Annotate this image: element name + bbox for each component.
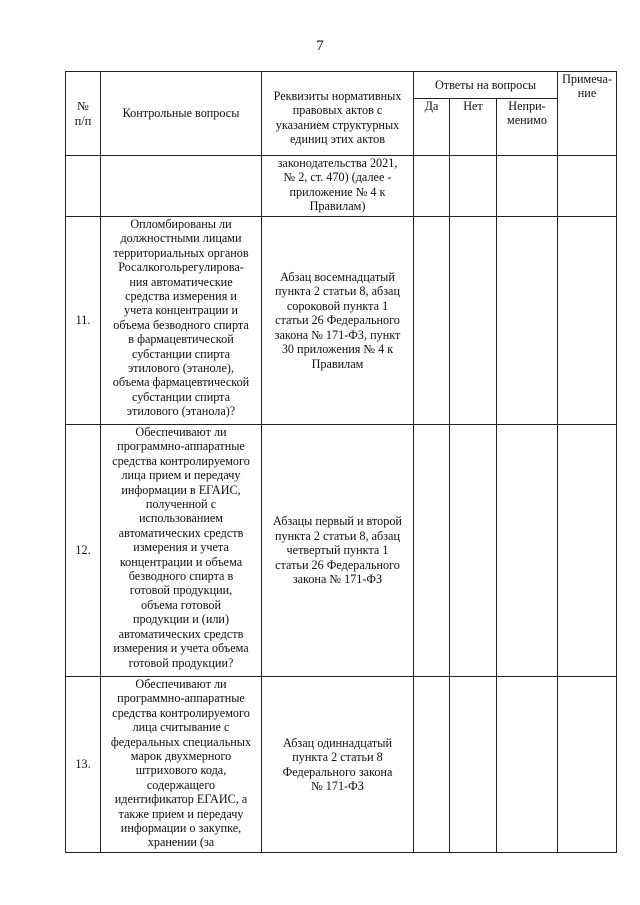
control-questions-table <box>65 71 617 853</box>
row-number <box>66 156 101 217</box>
table-row <box>66 156 617 217</box>
header-not-applicable: Непри- менимо <box>497 99 558 156</box>
header-yes: Да <box>414 99 450 156</box>
note-cell <box>558 156 617 217</box>
answer-no-cell <box>450 677 497 853</box>
row-question: Обеспечивают ли программно-аппаратные средства контролируемого лица прием и передачу информации в ЕГАИС, полученной с использованием автоматических средств измерения и учета концентрации и объема безводного спирта в готовой продукции, объема готовой продукции и (или) автоматических средств измерения и учета объема готовой продукции? <box>101 425 262 677</box>
row-requisites: Абзац одиннадцатый пункта 2 статьи 8 Федерального закона № 171-ФЗ <box>262 677 414 853</box>
row-requisites: Абзац восемнадцатый пункта 2 статьи 8, абзац сороковой пункта 1 статьи 26 Федерального закона № 171-ФЗ, пункт 30 приложения № 4 к Правилам <box>262 217 414 425</box>
row-number: 11. <box>66 217 101 425</box>
answer-yes-cell <box>414 156 450 217</box>
table-row <box>66 425 617 677</box>
answer-no-cell <box>450 425 497 677</box>
row-requisites: законодательства 2021, № 2, ст. 470) (далее - приложение № 4 к Правилам) <box>262 156 414 217</box>
row-number: 12. <box>66 425 101 677</box>
row-number: 13. <box>66 677 101 853</box>
answer-no-cell <box>450 217 497 425</box>
row-question: Обеспечивают ли программно-аппаратные средства контролируемого лица считывание с федеральных специальных марок двухмерного штрихового кода, содержащего идентификатор ЕГАИС, а также прием и передачу информации о закупке, хранении (за <box>101 677 262 853</box>
answer-not-applicable-cell <box>497 156 558 217</box>
table-row <box>66 217 617 425</box>
answer-yes-cell <box>414 217 450 425</box>
answer-no-cell <box>450 156 497 217</box>
note-cell <box>558 217 617 425</box>
header-no: Нет <box>450 99 497 156</box>
header-row-1 <box>66 72 617 99</box>
answer-not-applicable-cell <box>497 217 558 425</box>
answer-yes-cell <box>414 425 450 677</box>
answer-not-applicable-cell <box>497 677 558 853</box>
answer-yes-cell <box>414 677 450 853</box>
row-question: Опломбированы ли должностными лицами территориальных органов Росалкогольрегулирова- ния автоматические средства измерения и учета концентрации и объема безводного спирта в фармацевтической субстанции спирта этилового (этаноле), объема фармацевтической субстанции спирта этилового (этанола)? <box>101 217 262 425</box>
header-answers-group: Ответы на вопросы <box>414 72 558 99</box>
row-question <box>101 156 262 217</box>
header-question: Контрольные вопросы <box>101 72 262 156</box>
row-requisites: Абзацы первый и второй пункта 2 статьи 8, абзац четвертый пункта 1 статьи 26 Федерального закона № 171-ФЗ <box>262 425 414 677</box>
note-cell <box>558 425 617 677</box>
header-number: № п/п <box>66 72 101 156</box>
page-number: 7 <box>316 38 324 54</box>
header-note: Примеча- ние <box>558 72 617 156</box>
answer-not-applicable-cell <box>497 425 558 677</box>
table-row <box>66 677 617 853</box>
note-cell <box>558 677 617 853</box>
header-requisites: Реквизиты нормативных правовых актов с указанием структурных единиц этих актов <box>262 72 414 156</box>
